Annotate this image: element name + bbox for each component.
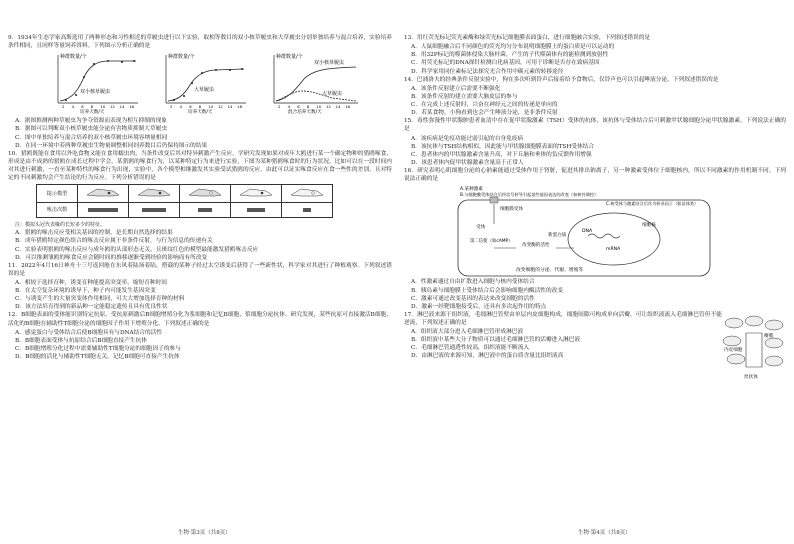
axis-tick-label: 14 <box>227 104 233 110</box>
axis-tick-label: 2 <box>170 104 173 110</box>
fig-label-endothelial: 内皮细胞 <box>724 347 743 353</box>
q17-option-b: B．组织液中某些大分子物质可以通过毛细淋巴管的活瓣进入淋巴液 <box>411 337 581 344</box>
label-receptor: 受体 <box>476 225 486 231</box>
right-column <box>404 34 786 384</box>
q15-option-b: B．该抗体与TSH结构相似，因此能与甲状腺细胞膜表面的TSH受体结合 <box>411 143 595 150</box>
q12-option-c: C．B细胞增殖分化过程中需要辅助性T细胞分泌的细胞因子的参与 <box>15 346 181 352</box>
axis-tick-label: 8 <box>90 104 94 110</box>
q12-option-b: B．B细胞表面受体与抗原结合后B细胞直接产生抗体 <box>15 337 147 344</box>
q9-option-d: D．在同一环境中若两种草履虫生物量调整相同饲养数目后仍保持图示的结果 <box>15 142 208 149</box>
q15-option-c: C．患者体内的甲状腺激素含量升高，对下丘脑和垂体的负反馈作用增强 <box>411 151 592 158</box>
axis-tick-label: 2 <box>62 104 65 110</box>
graph-mixed <box>274 53 358 115</box>
graph-single-large <box>166 53 246 115</box>
axis-tick-label: 2 <box>278 104 281 110</box>
q10-count-3 <box>180 203 231 218</box>
q13-option-b: B．用32P标记的噬菌体侵染大肠杆菌，产生的子代噬菌体有的能检测到放射性 <box>411 52 609 59</box>
q15-option-d: D．该患者体内促甲状腺激素含量高于正常人 <box>411 159 524 166</box>
q10-option-b: B．成年猎鸥特定颜色组合的啄击反应属于非条件反射，与行为信息的传递有关 <box>15 238 213 245</box>
q17-figure <box>722 311 786 384</box>
q9-figure <box>44 51 392 117</box>
cell-signaling-diagram <box>456 184 716 278</box>
label-a: A.某种激素 <box>460 187 483 193</box>
q16-option-a: A．性激素通过自由扩散进入细胞与核内受体结合 <box>411 279 535 286</box>
label-protein: 新蛋白质 <box>548 233 567 239</box>
q13-option-a: A．人鼠细胞融合后不同颜色的荧光均匀分布说明细胞膜上的蛋白质是可以运动的 <box>411 44 615 51</box>
q15-stem: 15．毒性弥漫性甲状腺肿患者血清中存在促甲状腺激素（TSH）受体的抗体，该抗体与受体结合后可刺激甲状腺细胞分泌甲状腺激素。下列说法正确的是 <box>404 118 786 133</box>
q10-model-4 <box>231 185 282 203</box>
axis-tick-label: 4 <box>179 104 183 110</box>
q11-option-b: B．在太空复杂环境的诱导下，种子内可能发生基因突变 <box>15 288 156 295</box>
q10-note: 注：模拟头冠代表喙的长短多少的特征。 <box>15 222 106 229</box>
label-membrane: 细胞膜受体 <box>500 207 523 213</box>
axis-tick-label: 12 <box>218 104 223 110</box>
label-bottom: 改变细胞的分泌、代谢、增殖等 <box>516 268 584 274</box>
label-mrna: mRNA <box>606 247 621 253</box>
axis-tick-label: 12 <box>110 104 115 110</box>
page-footer-left: 生物·第3页（共8页） <box>178 530 231 536</box>
g3-ylabel: 种群数量/个 <box>276 54 303 61</box>
graph-single-small <box>58 53 138 115</box>
q10-count-1 <box>78 203 129 218</box>
axis-tick-label: 16 <box>345 104 351 110</box>
q9-option-b: B．据图可以判断双小核草履虫能分泌有害物质抑制大草履虫 <box>15 126 168 133</box>
g2-series: 大草履虫 <box>194 87 215 94</box>
q16-option-b: B．胰岛素与细胞膜上受体结合后会影响细胞内酶活性的改变 <box>411 287 564 294</box>
left-column <box>8 34 392 361</box>
q10-table <box>36 184 333 218</box>
label-c: C.核受体与激素结合后作为转录因子（如甾体类） <box>606 201 699 207</box>
q11-stem: 11．2022年4月16日神舟十三号返回舱在东风着陆场着陆，搭载的某种子经过太空诱变后获得了一些新性状，科学家对其进行了种植观察。下列叙述错误的是 <box>8 262 392 277</box>
fig-label-filament: 丝状体 <box>744 374 758 380</box>
q9-stem: 9．1934年生态学家高斯选用了两种形态和习性相近的草履虫进行以下实验，取相等数目的双小核草履虫和大草履虫分别单独培养与混合培养，实验培养条件相同，且同样等量饲养饵料。下列图示分析正确的是 <box>8 35 392 50</box>
q17-option-d: D．由淋巴液的来源可知，淋巴液中的蛋白质含量比组织液高 <box>411 353 564 360</box>
q14-stem: 14．巴浦洛夫的经典条件反射实验中，狗在多次听到铃声后接着给予食物后，仅铃声也可以引起唾液分泌。下列叙述错误的是 <box>404 76 719 83</box>
axis-tick-label: 4 <box>71 104 75 110</box>
q16-stem: 16．研究表明心肌细胞分泌的心钠素能通过受体作用于肾脏，促进其排出钠离子，另一种激素受体位于细胞核内，所以不同激素的作用机制不同。下列说法正确的是 <box>404 168 786 183</box>
q10-count-4 <box>231 203 282 218</box>
q10-model-3 <box>180 185 231 203</box>
label-b: B.与细胞膜受体结合后经信号转导引起某些基因表达的改变（如核外调控） <box>460 192 599 198</box>
q14-option-b: B．该条件反射的建立需要大脑皮层的参与 <box>411 94 518 101</box>
q14-option-c: C．在完成上述反射时，兴奋在神经元之间的传递是单向的 <box>411 102 558 109</box>
g3-series-a: 双小核草履虫 <box>314 60 345 67</box>
q10-model-1 <box>78 185 129 203</box>
axis-tick-label: 10 <box>316 104 322 110</box>
axis-tick-label: 12 <box>326 104 331 110</box>
g1-xlabel: 培养天数/天 <box>80 110 105 116</box>
axis-tick-label: 8 <box>198 104 202 110</box>
q11-option-c: C．与诱变产生的大量突变体作用相同，可大大增加选择育种的材料 <box>15 296 185 303</box>
g3-xlabel: 混合培养天数/天 <box>288 110 322 116</box>
axis-tick-label: 16 <box>237 104 243 110</box>
q9-option-c: C．图中单独培养与混合培养的双小核草履虫环境容纳量相同 <box>15 134 168 141</box>
q12-option-d: D．B细胞的活化与辅助性T细胞无关，记忆B细胞可直接产生抗体 <box>15 354 180 361</box>
g3-series-b: 大草履虫 <box>322 91 343 98</box>
q17-stem: 17．淋巴液来源于组织液，毛细淋巴管壁由单层内皮细胞构成，细胞间隙可构成单向活瓣，可让组织液流入毛细淋巴管但不能逆流，下列叙述正确的是 <box>404 311 722 326</box>
q10-count-2 <box>129 203 180 218</box>
q17-option-a: A．组织液大部分进入毛细淋巴管形成淋巴液 <box>411 329 524 336</box>
page-footer-right: 生物·第4页（共8页） <box>578 530 631 536</box>
q11-option-d: D．该方法培育得到的新品种一定能稳定遗传且具有优良性状 <box>15 304 168 311</box>
q12-stem: 12．B细胞表面的受体能识别特定抗原，受抗原刺激后B细胞增殖分化为浆细胞和记忆B细胞，浆细胞分泌抗体。研究发现，某些抗原可直接激活B细胞，活化的B细胞在辅助性T细胞分泌的细胞因子作用下增殖分化。下列叙述正确的是 <box>8 312 392 327</box>
q13-option-d: D．科学家用同位素标记法探究光合作用中碳元素的转移途径 <box>411 68 564 75</box>
axis-tick-label: 6 <box>189 104 192 110</box>
axis-tick-label: 14 <box>335 104 341 110</box>
q10-stem: 10．猎鸥既能在食用以外吃食物又能在食用蠕虫肉，当条件改变后其对特异刺激产生反应，学研究发现如果对成年大鸥进行某一个确定物种的猎鸥啄食，形成是由不成熟的猎鸥在成长过程中学会，某猎鸥的啄食行为，以某种特定行为来进行实验，下图为某种猎鸥啄食时的行为状况，比如可以在一段时间内对其进行刺激，一直至某种特性的啄食行为出现，实验中，各个模型相继激发其实验受试猎鸥的反应，由此可以证实啄食反应在食一些性的差别，且对特定的不同刺激均会产生结论的行为反应。下列分析错误的是 <box>8 150 392 182</box>
q10-option-d: D．可以推测雏鸥的啄食反应会随时间的推移逐渐受到经验的影响而有所改变 <box>15 254 208 261</box>
q16-diagram <box>456 184 786 278</box>
axis-tick-label: 4 <box>287 104 291 110</box>
q14-option-d: D．若某食物，小狗看到也会产生唾液分泌，是非条件反射 <box>411 110 558 117</box>
q9-graphs <box>44 51 374 117</box>
axis-tick-label: 6 <box>81 104 84 110</box>
axis-tick-label: 6 <box>297 104 300 110</box>
fig-label-valve: 瓣膜 <box>764 333 774 339</box>
q10-option-c: C．实验表明猎鸥的啄击反应与成年鸥的头部形态无关，且斑纹红色的模型最能激发猎鸥啄击反应 <box>15 246 259 253</box>
lymph-capillary-diagram <box>722 311 786 381</box>
label-dna: DNA <box>582 229 593 235</box>
axis-tick-label: 16 <box>129 104 135 110</box>
label-second: 第二信使（如cAMP） <box>470 239 513 245</box>
q10-header-model: 提示模型 <box>37 185 78 203</box>
g2-xlabel: 培养天数/天 <box>188 110 213 116</box>
q10-model-5 <box>282 185 333 203</box>
q10-count-5 <box>282 203 333 218</box>
axis-tick-label: 10 <box>208 104 214 110</box>
g1-ylabel: 种群数量/个 <box>60 54 87 61</box>
axis-tick-label: 14 <box>119 104 125 110</box>
q16-option-c: C．激素可通过改变基因的表达来改变细胞的活性 <box>411 295 535 302</box>
label-effect: 改变酶的活性 <box>522 243 550 249</box>
q14-option-a: A．该条件反射建立后需要不断强化 <box>411 85 501 92</box>
q10-option-a: A．猎鸥的啄击反应受相关基因的控制，是长期自然选择的结果 <box>15 230 173 237</box>
q10-model-2 <box>129 185 180 203</box>
q15-option-a: A．该疾病是免疫功能过弱引起的自身免疫病 <box>411 135 524 142</box>
q13-stem: 13．用红荧光标记荧光素酶和绿荧光标记细胞膜表面蛋白，进行细胞融合实验，下列叙述错误的是 <box>404 35 651 41</box>
q11-option-a: A．相较于选择育种，诱变育种能提高突变率，缩短育种时间 <box>15 280 167 287</box>
axis-tick-label: 10 <box>100 104 106 110</box>
q16-option-d: D．激素一经靶细胞接受后，还具有多次起作用的特点 <box>411 303 547 310</box>
axis-tick-label: 8 <box>306 104 310 110</box>
g1-series: 双小核草履虫 <box>80 89 111 96</box>
q10-header-count: 啄击次数 <box>37 203 78 218</box>
q17-option-c: C．毛细淋巴管通透性较高，组织液能不断流入 <box>411 345 530 352</box>
label-nucleus: 细胞核 <box>642 223 656 229</box>
q9-option-a: A．据图推测两种草履虫为争夺资源而表现为相互抑制的现象 <box>15 118 167 125</box>
g2-ylabel: 种群数量/个 <box>168 54 195 61</box>
q13-option-c: C．用荧光标记的DNA探针检测白化病基因，可用于诊断是否存在致病基因 <box>411 60 600 67</box>
membrane-receptor-icon <box>490 197 498 203</box>
q12-option-a: A．感觉蛋白与受体结合后使B细胞具有与DNA结合的活性 <box>15 329 163 336</box>
